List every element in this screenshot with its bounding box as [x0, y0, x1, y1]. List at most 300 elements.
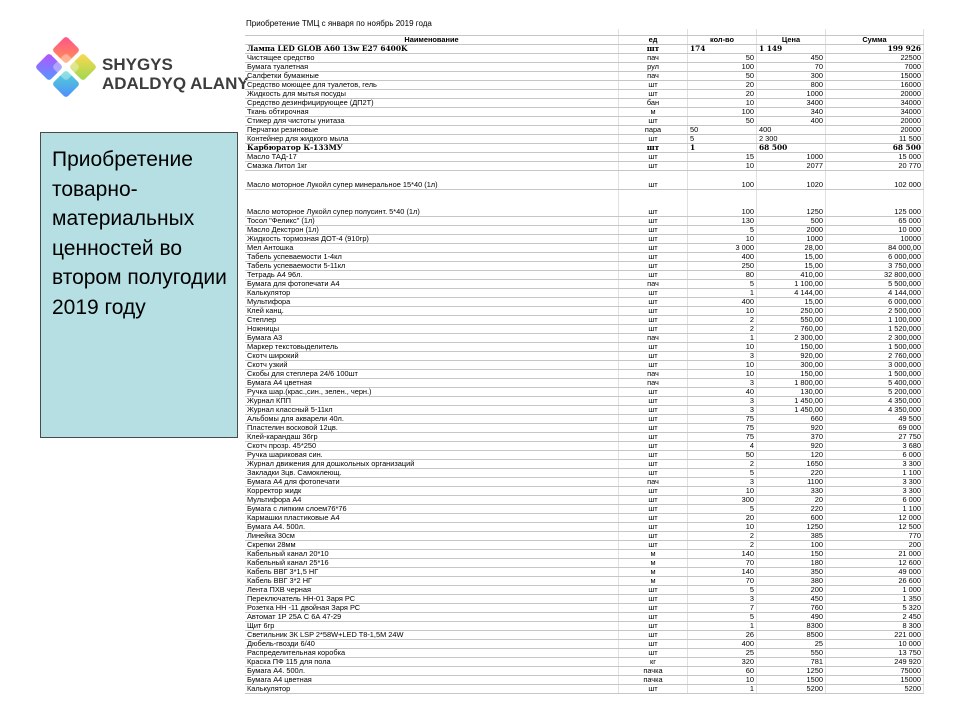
table-row	[245, 460, 924, 469]
table-row	[245, 298, 924, 307]
cell-sum: 68 500	[826, 144, 924, 153]
cell-unit: шт	[619, 433, 688, 442]
cell-unit: шт	[619, 541, 688, 550]
table-row	[245, 487, 924, 496]
cell-sum: 10 000	[826, 640, 924, 649]
cell-price: 410,00	[757, 271, 826, 280]
cell-name: Скотч широкий	[245, 352, 619, 361]
logo-line-2: ADALDYQ ALANY	[102, 74, 249, 93]
cell-qty: 10	[688, 487, 757, 496]
procurement-document	[245, 18, 921, 694]
cell-qty: 2	[688, 316, 757, 325]
table-row	[245, 153, 924, 162]
cell-unit: шт	[619, 460, 688, 469]
cell-price: 490	[757, 613, 826, 622]
cell-qty: 25	[688, 649, 757, 658]
cell-qty: 2	[688, 541, 757, 550]
cell-unit: шт	[619, 496, 688, 505]
cell-price: 15,00	[757, 262, 826, 271]
cell-price: 70	[757, 63, 826, 72]
cell-unit: шт	[619, 424, 688, 433]
cell-price: 1650	[757, 460, 826, 469]
cell-qty: 300	[688, 496, 757, 505]
table-row	[245, 108, 924, 117]
table-row	[245, 550, 924, 559]
cell-sum: 3 300	[826, 460, 924, 469]
cell-name: Альбомы для акварели 40л.	[245, 415, 619, 424]
table-row	[245, 253, 924, 262]
cell-sum: 49 000	[826, 568, 924, 577]
cell-name: Калькулятор	[245, 289, 619, 298]
cell-qty: 40	[688, 388, 757, 397]
table-row	[245, 424, 924, 433]
cell-name: Линейка 30см	[245, 532, 619, 541]
table-row	[245, 586, 924, 595]
cell-price: 150	[757, 550, 826, 559]
cell-price: 100	[757, 541, 826, 550]
cell-unit: шт	[619, 81, 688, 90]
cell-unit: шт	[619, 153, 688, 162]
cell-unit: шт	[619, 640, 688, 649]
cell-qty: 140	[688, 568, 757, 577]
procurement-table	[245, 29, 924, 694]
cell-unit: шт	[619, 253, 688, 262]
cell-price: 300	[757, 72, 826, 81]
cell-sum: 2 500,000	[826, 307, 924, 316]
cell-price: 4 144,00	[757, 289, 826, 298]
cell-name: Табель успеваемости 5-11кл	[245, 262, 619, 271]
cell-price: 600	[757, 514, 826, 523]
cell-name: Бумага для фотопечати А4	[245, 280, 619, 289]
cell-sum: 11 500	[826, 135, 924, 144]
table-row	[245, 415, 924, 424]
cell-name: Скотч прозр. 45*250	[245, 442, 619, 451]
cell-price: 220	[757, 469, 826, 478]
table-row	[245, 190, 924, 217]
cell-sum: 2 450	[826, 613, 924, 622]
cell-name: Скобы для степлера 24/6 100шт	[245, 370, 619, 379]
table-row	[245, 217, 924, 226]
table-row	[245, 316, 924, 325]
cell-price: 550	[757, 649, 826, 658]
cell-sum: 34000	[826, 99, 924, 108]
cell-price: 8300	[757, 622, 826, 631]
cell-qty: 20	[688, 81, 757, 90]
table-row	[245, 505, 924, 514]
cell-name: Масло моторное Лукойл супер минеральное 15*40 (1л)	[245, 171, 619, 190]
cell-unit: шт	[619, 442, 688, 451]
cell-sum: 15000	[826, 72, 924, 81]
cell-unit: шт	[619, 388, 688, 397]
cell-name: Контейнер для жидкого мыла	[245, 135, 619, 144]
cell-sum: 249 920	[826, 658, 924, 667]
cell-price: 330	[757, 487, 826, 496]
cell-name: Перчатки резиновые	[245, 126, 619, 135]
cell-unit: шт	[619, 532, 688, 541]
cell-unit: шт	[619, 144, 688, 153]
cell-unit: шт	[619, 298, 688, 307]
cell-name: Лента ПХВ черная	[245, 586, 619, 595]
cell-name: Калькулятор	[245, 685, 619, 694]
cell-name: Масло Декстрон (1л)	[245, 226, 619, 235]
cell-price: 1020	[757, 171, 826, 190]
cell-name: Краска ПФ 115 для пола	[245, 658, 619, 667]
cell-sum: 1 500,000	[826, 370, 924, 379]
cell-unit: шт	[619, 244, 688, 253]
cell-name: Средство дезинфицирующее (ДП2Т)	[245, 99, 619, 108]
cell-price: 8500	[757, 631, 826, 640]
cell-unit: шт	[619, 343, 688, 352]
cell-sum: 102 000	[826, 171, 924, 190]
cell-price: 660	[757, 415, 826, 424]
cell-sum: 3 300	[826, 487, 924, 496]
cell-price: 2 300,00	[757, 334, 826, 343]
cell-name: Стикер для чистоты унитаза	[245, 117, 619, 126]
cell-name: Ручка шариковая син.	[245, 451, 619, 460]
cell-name: Клей-карандаш 36гр	[245, 433, 619, 442]
cell-unit: шт	[619, 307, 688, 316]
cell-unit: пач	[619, 370, 688, 379]
cell-qty: 10	[688, 676, 757, 685]
cell-sum: 20000	[826, 90, 924, 99]
cell-sum: 4 350,000	[826, 397, 924, 406]
cell-qty: 10	[688, 370, 757, 379]
cell-price: 450	[757, 595, 826, 604]
cell-price: 68 500	[757, 144, 826, 153]
cell-price: 25	[757, 640, 826, 649]
cell-sum: 200	[826, 541, 924, 550]
cell-qty: 10	[688, 162, 757, 171]
cell-unit: шт	[619, 262, 688, 271]
table-row	[245, 81, 924, 90]
table-row	[245, 433, 924, 442]
table-row	[245, 289, 924, 298]
cell-qty: 2	[688, 532, 757, 541]
cell-unit: шт	[619, 325, 688, 334]
table-row	[245, 235, 924, 244]
cell-name: Кармашки пластиковые А4	[245, 514, 619, 523]
cell-unit: шт	[619, 613, 688, 622]
cell-price: 920	[757, 424, 826, 433]
table-row	[245, 541, 924, 550]
cell-unit: шт	[619, 226, 688, 235]
cell-qty: 50	[688, 451, 757, 460]
cell-sum: 125 000	[826, 190, 924, 217]
cell-name: Лампа LED GLOB A60 13w E27 6400K	[245, 45, 619, 54]
cell-price: 15,00	[757, 298, 826, 307]
cell-unit: шт	[619, 523, 688, 532]
cell-price: 1 450,00	[757, 406, 826, 415]
cell-name: Переключатель НН-01 Заря РС	[245, 595, 619, 604]
cell-qty: 100	[688, 190, 757, 217]
cell-qty: 174	[688, 45, 757, 54]
table-row	[245, 388, 924, 397]
cell-sum: 6 000,000	[826, 298, 924, 307]
table-row	[245, 496, 924, 505]
table-row	[245, 532, 924, 541]
cell-unit: шт	[619, 271, 688, 280]
table-row	[245, 63, 924, 72]
cell-sum: 16000	[826, 81, 924, 90]
cell-unit: шт	[619, 622, 688, 631]
cell-price: 920,00	[757, 352, 826, 361]
cell-sum: 4 144,000	[826, 289, 924, 298]
cell-qty: 100	[688, 108, 757, 117]
table-row	[245, 171, 924, 190]
cell-qty: 15	[688, 153, 757, 162]
cell-unit: м	[619, 577, 688, 586]
cell-unit: пач	[619, 379, 688, 388]
cell-unit: шт	[619, 649, 688, 658]
cell-name: Кабель ВВГ 3*2 НГ	[245, 577, 619, 586]
cell-qty: 70	[688, 559, 757, 568]
cell-name: Кабель ВВГ 3*1,5 НГ	[245, 568, 619, 577]
cell-sum: 8 300	[826, 622, 924, 631]
cell-unit: шт	[619, 514, 688, 523]
cell-price: 3400	[757, 99, 826, 108]
cell-unit: шт	[619, 685, 688, 694]
cell-sum: 32 800,000	[826, 271, 924, 280]
cell-price: 760,00	[757, 325, 826, 334]
table-row	[245, 90, 924, 99]
table-row	[245, 54, 924, 63]
cell-sum: 3 000,000	[826, 361, 924, 370]
cell-price: 1 100,00	[757, 280, 826, 289]
table-row	[245, 640, 924, 649]
cell-unit: м	[619, 568, 688, 577]
table-row	[245, 442, 924, 451]
cell-unit: шт	[619, 595, 688, 604]
logo-line-1: SHYGYS	[102, 55, 173, 74]
cell-qty: 5	[688, 469, 757, 478]
cell-price: 760	[757, 604, 826, 613]
table-row	[245, 271, 924, 280]
cell-qty: 10	[688, 361, 757, 370]
document-title: Приобретение ТМЦ с января по ноябрь 2019 года	[246, 19, 432, 28]
cell-price: 180	[757, 559, 826, 568]
table-row	[245, 658, 924, 667]
table-row	[245, 117, 924, 126]
cell-name: Мультифора А4	[245, 496, 619, 505]
table-row	[245, 99, 924, 108]
cell-price: 1 800,00	[757, 379, 826, 388]
cell-qty: 320	[688, 658, 757, 667]
cell-qty: 5	[688, 280, 757, 289]
cell-qty: 10	[688, 235, 757, 244]
cell-name: Распределительная коробка	[245, 649, 619, 658]
cell-sum: 20000	[826, 126, 924, 135]
cell-unit: пара	[619, 126, 688, 135]
cell-price: 200	[757, 586, 826, 595]
cell-price: 1100	[757, 478, 826, 487]
cell-sum: 1 350	[826, 595, 924, 604]
cell-qty: 1	[688, 622, 757, 631]
header-qty: кол-во	[688, 36, 757, 45]
cell-unit: шт	[619, 289, 688, 298]
cell-price: 1250	[757, 523, 826, 532]
cell-sum: 1 100	[826, 505, 924, 514]
cell-unit: пач	[619, 478, 688, 487]
cell-name: Скрепки 28мм	[245, 541, 619, 550]
cell-qty: 75	[688, 415, 757, 424]
cell-sum: 1 520,000	[826, 325, 924, 334]
cell-unit: шт	[619, 406, 688, 415]
cell-sum: 3 680	[826, 442, 924, 451]
cell-name: Смазка Литол 1кг	[245, 162, 619, 171]
cell-unit: шт	[619, 397, 688, 406]
cell-sum: 6 000,000	[826, 253, 924, 262]
cell-sum: 6 000	[826, 451, 924, 460]
cell-sum: 84 000,00	[826, 244, 924, 253]
cell-name: Бумага А4 цветная	[245, 676, 619, 685]
cell-unit: шт	[619, 190, 688, 217]
cell-price: 1000	[757, 235, 826, 244]
cell-name: Светильник ЗК LSP 2*58W+LED T8-1,5M 24W	[245, 631, 619, 640]
cell-sum: 26 600	[826, 577, 924, 586]
cell-name: Мультифора	[245, 298, 619, 307]
cell-qty: 130	[688, 217, 757, 226]
table-row	[245, 676, 924, 685]
cell-qty: 75	[688, 424, 757, 433]
cell-price: 5200	[757, 685, 826, 694]
cell-qty: 5	[688, 505, 757, 514]
cell-sum: 21 000	[826, 550, 924, 559]
cell-price: 250,00	[757, 307, 826, 316]
cell-qty: 100	[688, 63, 757, 72]
cell-sum: 15 000	[826, 153, 924, 162]
cell-sum: 5 320	[826, 604, 924, 613]
table-row	[245, 325, 924, 334]
logo	[30, 28, 249, 106]
cell-name: Скотч узкий	[245, 361, 619, 370]
cell-name: Клей канц.	[245, 307, 619, 316]
cell-sum: 221 000	[826, 631, 924, 640]
cell-name: Табель успеваемости 1-4кл	[245, 253, 619, 262]
cell-sum: 27 750	[826, 433, 924, 442]
cell-qty: 140	[688, 550, 757, 559]
cell-sum: 3 750,000	[826, 262, 924, 271]
cell-unit: шт	[619, 316, 688, 325]
header-sum: Сумма	[826, 36, 924, 45]
table-row	[245, 451, 924, 460]
cell-unit: шт	[619, 217, 688, 226]
table-row	[245, 72, 924, 81]
cell-price: 2077	[757, 162, 826, 171]
table-row	[245, 334, 924, 343]
cell-qty: 3	[688, 478, 757, 487]
cell-name: Бумага А4 цветная	[245, 379, 619, 388]
table-row	[245, 397, 924, 406]
table-row	[245, 370, 924, 379]
cell-qty: 3	[688, 406, 757, 415]
cell-name: Журнал движения для дошкольных организаций	[245, 460, 619, 469]
cell-sum: 1 000	[826, 586, 924, 595]
cell-price: 300,00	[757, 361, 826, 370]
cell-qty: 10	[688, 343, 757, 352]
cell-sum: 12 500	[826, 523, 924, 532]
cell-sum: 15000	[826, 676, 924, 685]
cell-sum: 5 500,000	[826, 280, 924, 289]
cell-qty: 20	[688, 514, 757, 523]
cell-sum: 10000	[826, 235, 924, 244]
cell-price: 1000	[757, 153, 826, 162]
cell-price: 400	[757, 126, 826, 135]
table-row	[245, 478, 924, 487]
cell-sum: 1 500,000	[826, 343, 924, 352]
cell-name: Степлер	[245, 316, 619, 325]
table-row	[245, 126, 924, 135]
cell-unit: шт	[619, 171, 688, 190]
cell-name: Розетка НН -11 двойная Заря РС	[245, 604, 619, 613]
cell-name: Жидкость для мытья посуды	[245, 90, 619, 99]
info-box-text: Приобретение товарно-материальных ценностей во втором полугодии 2019 году	[52, 148, 227, 319]
table-row	[245, 343, 924, 352]
cell-name: Щит 6гр	[245, 622, 619, 631]
cell-qty: 50	[688, 117, 757, 126]
cell-price: 150,00	[757, 370, 826, 379]
cell-qty: 5	[688, 586, 757, 595]
cell-qty: 26	[688, 631, 757, 640]
cell-unit: шт	[619, 487, 688, 496]
cell-price: 380	[757, 577, 826, 586]
cell-unit: пач	[619, 334, 688, 343]
table-row	[245, 613, 924, 622]
cell-sum: 12 600	[826, 559, 924, 568]
cell-unit: пачка	[619, 667, 688, 676]
table-row	[245, 352, 924, 361]
cell-sum: 34000	[826, 108, 924, 117]
table-row	[245, 577, 924, 586]
cell-sum: 20 770	[826, 162, 924, 171]
cell-name: Бумага А4 для фотопечати	[245, 478, 619, 487]
cell-unit: шт	[619, 90, 688, 99]
cell-name: Журнал КПП	[245, 397, 619, 406]
cell-price: 130,00	[757, 388, 826, 397]
cell-unit: шт	[619, 361, 688, 370]
cell-name: Бумага А4. 500л.	[245, 523, 619, 532]
cell-name: Пластелин восковой 12цв.	[245, 424, 619, 433]
table-row	[245, 631, 924, 640]
cell-unit: м	[619, 559, 688, 568]
cell-unit: шт	[619, 415, 688, 424]
cell-name: Ткань обтирочная	[245, 108, 619, 117]
cell-qty: 3	[688, 397, 757, 406]
cell-price: 340	[757, 108, 826, 117]
cell-qty: 50	[688, 72, 757, 81]
info-box	[40, 132, 238, 438]
table-row	[245, 469, 924, 478]
cell-unit: м	[619, 550, 688, 559]
cell-qty: 1	[688, 334, 757, 343]
cell-price: 1 450,00	[757, 397, 826, 406]
cell-price: 450	[757, 54, 826, 63]
cell-name: Дюбель-гвозди 6/40	[245, 640, 619, 649]
cell-unit: шт	[619, 586, 688, 595]
cell-unit: шт	[619, 631, 688, 640]
cell-price: 1 149	[757, 45, 826, 54]
cell-sum: 10 000	[826, 226, 924, 235]
cell-qty: 2	[688, 325, 757, 334]
cell-sum: 6 000	[826, 496, 924, 505]
table-row	[245, 604, 924, 613]
table-row	[245, 307, 924, 316]
cell-name: Бумага с липким слоем76*76	[245, 505, 619, 514]
cell-sum: 1 100,000	[826, 316, 924, 325]
cell-name: Масло ТАД-17	[245, 153, 619, 162]
cell-qty: 10	[688, 523, 757, 532]
cell-name: Чистящее средство	[245, 54, 619, 63]
cell-unit: шт	[619, 604, 688, 613]
